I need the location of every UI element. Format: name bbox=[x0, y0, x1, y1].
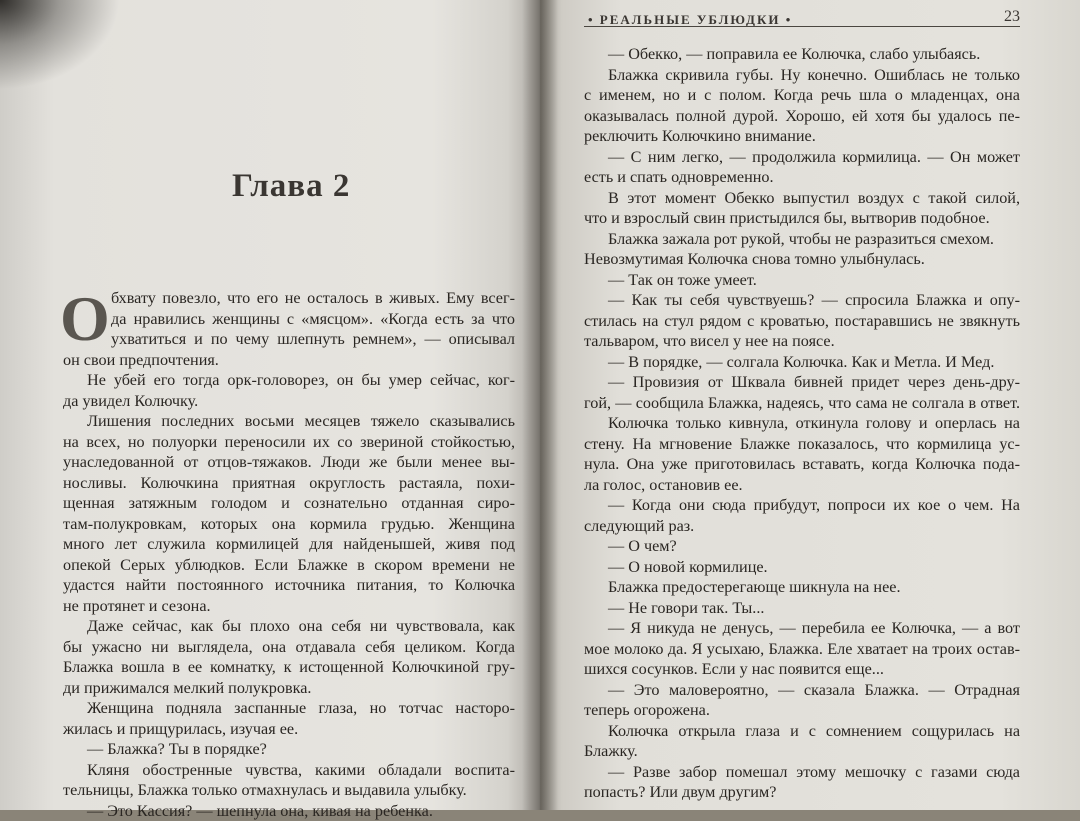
text-line: Даже сейчас, как бы плохо она себя ни чувствовала, как bbox=[63, 616, 515, 637]
text-line: бы ужасно ни выглядела, она отдавала себя целиком. Когда bbox=[63, 637, 515, 658]
text-line: с именем, но и с полом. Когда речь шла о младенцах, она bbox=[584, 85, 1020, 106]
text-line: щенная затяжным голодом и сознательно отданная сиро- bbox=[63, 493, 515, 514]
book-gutter bbox=[522, 0, 558, 810]
running-header-title: • РЕАЛЬНЫЕ УБЛЮДКИ • bbox=[588, 12, 792, 28]
text-line: шихся сосунков. Если у нас появится еще... bbox=[584, 659, 1020, 680]
text-line: — Разве забор помешал этому мешочку с газами сюда bbox=[584, 762, 1020, 783]
text-line: да увидел Колючку. bbox=[63, 391, 515, 412]
text-line: мое молоко да. Я усыхаю, Блажка. Еле хватает на троих остав- bbox=[584, 639, 1020, 660]
right-page-text bbox=[584, 44, 1020, 803]
text-line: — Так он тоже умеет. bbox=[584, 270, 1020, 291]
text-line: Лишения последних восьми месяцев тяжело сказывались bbox=[63, 411, 515, 432]
text-line: ухватиться и по чему шлепнуть ремнем», — описывал bbox=[63, 329, 515, 350]
left-page-text bbox=[63, 288, 515, 821]
text-line: Блажка вошла в ее комнатку, к истощенной Колючкиной гру- bbox=[63, 657, 515, 678]
running-header bbox=[584, 4, 1020, 28]
text-line: много лет служила кормилицей для найденышей, живя под bbox=[63, 534, 515, 555]
corner-shadow bbox=[0, 0, 120, 90]
text-line: ла голос, остановив ее. bbox=[584, 475, 1020, 496]
text-line: Кляня обостренные чувства, какими обладали воспита- bbox=[63, 760, 515, 781]
text-line: нула. Она уже приготовилась вставать, когда Колючка пода- bbox=[584, 454, 1020, 475]
text-line: реключить Колючкино внимание. bbox=[584, 126, 1020, 147]
text-line: — Это маловероятно, — сказала Блажка. — Отрадная bbox=[584, 680, 1020, 701]
text-line: оказывалась полной дурой. Хорошо, ей хотя бы удалось пе- bbox=[584, 106, 1020, 127]
text-line: опекой Серых ублюдков. Если Блажке в скором времени не bbox=[63, 555, 515, 576]
text-line: — Это Кассия? — шепнула она, кивая на ребенка. bbox=[63, 801, 515, 821]
page-number: 23 bbox=[1004, 8, 1020, 26]
text-line: что и взрослый свин пристыдился бы, вытворив подобное. bbox=[584, 208, 1020, 229]
text-line: — В порядке, — солгала Колючка. Как и Метла. И Мед. bbox=[584, 352, 1020, 373]
text-line: — С ним легко, — продолжила кормилица. — Он может bbox=[584, 147, 1020, 168]
text-line: удастся найти постоянного источника питания, то Колючка bbox=[63, 575, 515, 596]
text-line: — Когда они сюда прибудут, попроси их кое о чем. На bbox=[584, 495, 1020, 516]
header-rule bbox=[584, 26, 1020, 27]
text-line: Блажку. bbox=[584, 741, 1020, 762]
text-line: жилась и прищурилась, изучая ее. bbox=[63, 719, 515, 740]
text-line: там-полукровкам, которых она кормила грудью. Женщина bbox=[63, 514, 515, 535]
text-line: носливы. Колючкина приятная округлость растаяла, похи- bbox=[63, 473, 515, 494]
text-line: бхвату повезло, что его не осталось в живых. Ему всег- bbox=[63, 288, 515, 309]
chapter-title: Глава 2 bbox=[232, 168, 350, 205]
text-line: Колючка только кивнула, откинула голову и оперлась на bbox=[584, 413, 1020, 434]
text-line: Не убей его тогда орк-головорез, он бы умер сейчас, ког- bbox=[63, 370, 515, 391]
text-line: — Я никуда не денусь, — перебила ее Колючка, — а вот bbox=[584, 618, 1020, 639]
text-line: — Как ты себя чувствуешь? — спросила Блажка и опу- bbox=[584, 290, 1020, 311]
text-line: теперь огорожена. bbox=[584, 700, 1020, 721]
text-line: тельницы, Блажка только отмахнулась и выдавила улыбку. bbox=[63, 780, 515, 801]
text-line: Блажка скривила губы. Ну конечно. Ошиблась не только bbox=[584, 65, 1020, 86]
text-line: Колючка открыла глаза и с сомнением сощурилась на bbox=[584, 721, 1020, 742]
text-line: — Провизия от Шквала бивней придет через день-дру- bbox=[584, 372, 1020, 393]
text-line: ди прижимался мелкий полукровка. bbox=[63, 678, 515, 699]
text-line: гой, — сообщила Блажка, надеясь, что сама не солгала в ответ. bbox=[584, 393, 1020, 414]
drop-cap: О bbox=[60, 287, 110, 351]
text-line: следующий раз. bbox=[584, 516, 1020, 537]
text-line: не протянет и сезона. bbox=[63, 596, 515, 617]
text-line: Блажка предостерегающе шикнула на нее. bbox=[584, 577, 1020, 598]
text-line: на всех, но полуорки переносили их со звериной стойкостью, bbox=[63, 432, 515, 453]
text-line: — Блажка? Ты в порядке? bbox=[63, 739, 515, 760]
text-line: тальваром, что висел у нее на поясе. bbox=[584, 331, 1020, 352]
text-line: — Обекко, — поправила ее Колючка, слабо улыбаясь. bbox=[584, 44, 1020, 65]
text-line: — О новой кормилице. bbox=[584, 557, 1020, 578]
left-page bbox=[0, 0, 540, 810]
text-line: унаследованной от отцов-тяжаков. Люди же были менее вы- bbox=[63, 452, 515, 473]
text-line: Женщина подняла заспанные глаза, но тотчас насторо- bbox=[63, 698, 515, 719]
text-line: стилась на стул рядом с кроватью, постаравшись не звякнуть bbox=[584, 311, 1020, 332]
text-line: — Не говори так. Ты... bbox=[584, 598, 1020, 619]
text-line: попасть? Или двум другим? bbox=[584, 782, 1020, 803]
text-line: он свои предпочтения. bbox=[63, 350, 515, 371]
text-line: — О чем? bbox=[584, 536, 1020, 557]
text-line: В этот момент Обекко выпустил воздух с такой силой, bbox=[584, 188, 1020, 209]
text-line: Блажка зажала рот рукой, чтобы не разразиться смехом. bbox=[584, 229, 1020, 250]
text-line: есть и спать одновременно. bbox=[584, 167, 1020, 188]
text-line: Невозмутимая Колючка снова томно улыбнулась. bbox=[584, 249, 1020, 270]
text-line: стену. На мгновение Блажке показалось, что кормилица ус- bbox=[584, 434, 1020, 455]
text-line: да нравились женщины с «мясцом». «Когда есть за что bbox=[63, 309, 515, 330]
